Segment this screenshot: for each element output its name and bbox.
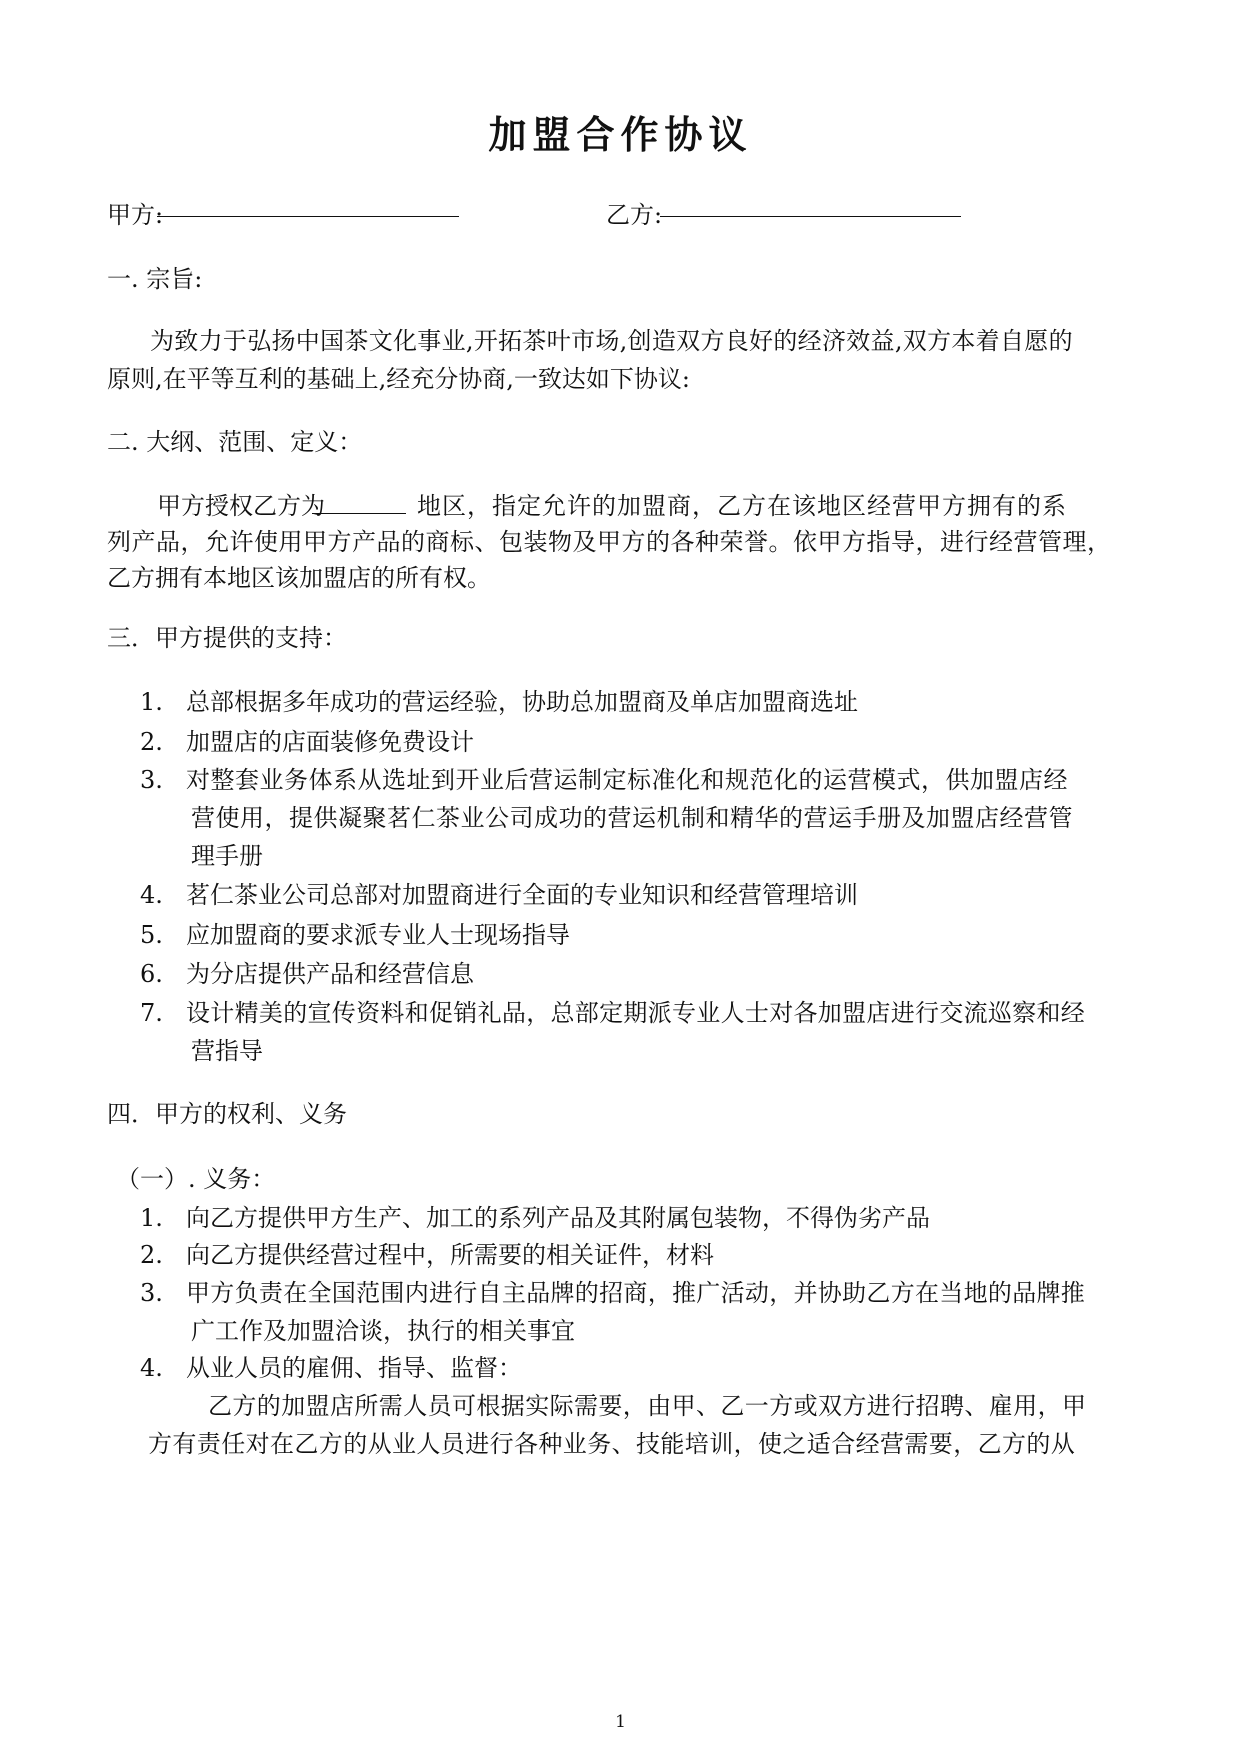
list-item-text: 甲方负责在全国范围内进行自主品牌的招商，推广活动，并协助乙方在当地的品牌推 (186, 1279, 1086, 1307)
list-item-text: 营指导 (191, 1037, 263, 1065)
section-3-heading: 三．甲方提供的支持： (107, 624, 347, 652)
section-2-para-line: 列产品，允许使用甲方产品的商标、包装物及甲方的各种荣誉。依甲方指导，进行经营管理， (107, 528, 1112, 556)
list-item-text: 加盟店的店面装修免费设计 (186, 728, 474, 756)
list-item-text: 从业人员的雇佣、指导、监督： (186, 1354, 522, 1382)
party-a-blank (157, 216, 459, 217)
list-item-text: 向乙方提供甲方生产、加工的系列产品及其附属包装物，不得伪劣产品 (186, 1204, 930, 1232)
section-1-para-line: 为致力于弘扬中国茶文化事业,开拓茶叶市场,创造双方良好的经济效益,双方本着自愿的 (150, 327, 1073, 355)
section-4-heading: 四．甲方的权利、义务 (107, 1100, 347, 1128)
item-4-para-line: 乙方的加盟店所需人员可根据实际需要，由甲、乙一方或双方进行招聘、雇用，甲 (208, 1392, 1087, 1420)
section-2-heading: 二. 大纲、范围、定义： (107, 428, 363, 456)
party-b-blank (660, 216, 961, 217)
section-4-sub-heading: （一）. 义务： (116, 1165, 276, 1193)
list-item-text: 设计精美的宣传资料和促销礼品，总部定期派专业人士对各加盟店进行交流巡察和经 (186, 999, 1086, 1027)
region-blank (312, 513, 406, 514)
list-item-text: 向乙方提供经营过程中，所需要的相关证件，材料 (186, 1241, 714, 1269)
list-item-number: 6. (140, 960, 163, 988)
list-item-number: 2. (140, 728, 163, 756)
list-item-number: 4. (140, 1354, 163, 1382)
list-item-text: 总部根据多年成功的营运经验，协助总加盟商及单店加盟商选址 (186, 688, 858, 716)
party-b-label: 乙方: (606, 201, 663, 229)
item-4-para-line: 方有责任对在乙方的从业人员进行各种业务、技能培训，使之适合经营需要，乙方的从 (148, 1430, 1076, 1458)
list-item-number: 3. (140, 766, 163, 794)
list-item-text: 茗仁茶业公司总部对加盟商进行全面的专业知识和经营管理培训 (186, 881, 858, 909)
list-item-text: 理手册 (191, 842, 263, 870)
section-2-para-prefix: 甲方授权乙方为 (157, 492, 325, 520)
list-item-number: 5. (140, 921, 163, 949)
list-item-text: 为分店提供产品和经营信息 (186, 960, 474, 988)
list-item-text: 应加盟商的要求派专业人士现场指导 (186, 921, 570, 949)
document-title: 加盟合作协议 (488, 112, 753, 157)
section-2-para-line: 乙方拥有本地区该加盟店的所有权。 (107, 564, 491, 592)
list-item-number: 7. (140, 999, 163, 1027)
list-item-number: 1. (140, 688, 163, 716)
section-2-para-suffix: 地区，指定允许的加盟商，乙方在该地区经营甲方拥有的系 (417, 492, 1067, 520)
list-item-text: 营使用，提供凝聚茗仁茶业公司成功的营运机制和精华的营运手册及加盟店经营管 (191, 804, 1073, 832)
section-1-heading: 一. 宗旨: (107, 265, 203, 293)
list-item-number: 3. (140, 1279, 163, 1307)
list-item-text: 广工作及加盟洽谈，执行的相关事宜 (191, 1317, 575, 1345)
page-number: 1 (615, 1712, 626, 1732)
list-item-number: 4. (140, 881, 163, 909)
party-a-label: 甲方: (107, 201, 164, 229)
list-item-number: 2. (140, 1241, 163, 1269)
list-item-text: 对整套业务体系从选址到开业后营运制定标准化和规范化的运营模式，供加盟店经 (186, 766, 1068, 794)
section-1-para-line: 原则,在平等互利的基础上,经充分协商,一致达如下协议: (107, 365, 690, 393)
list-item-number: 1. (140, 1204, 163, 1232)
